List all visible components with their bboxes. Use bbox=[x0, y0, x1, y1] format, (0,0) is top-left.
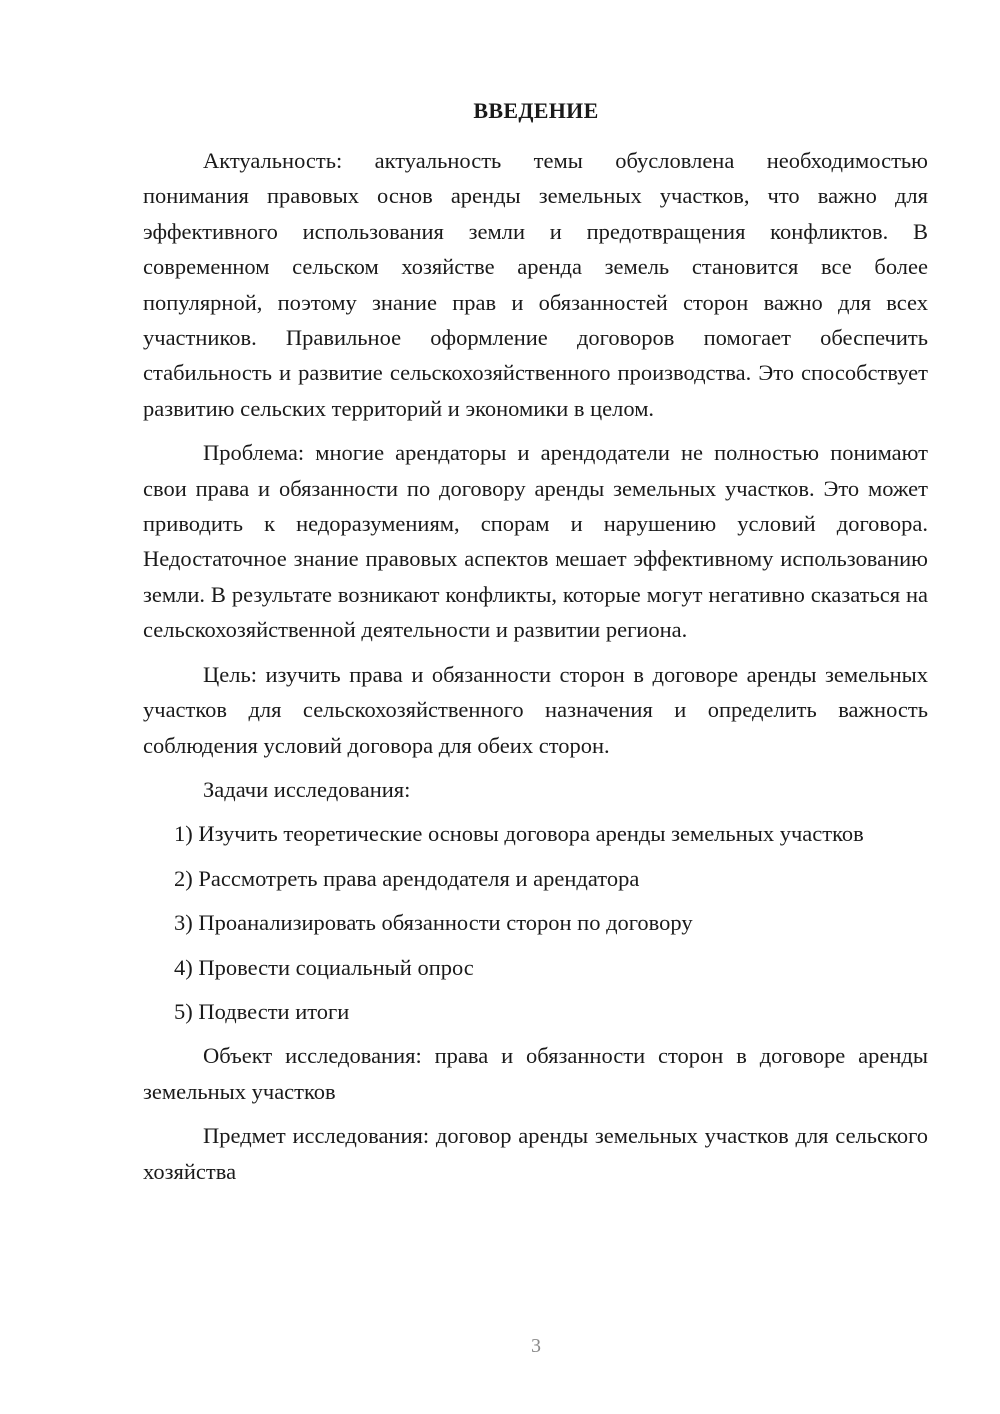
goal-paragraph: Цель: изучить права и обязанности сторон в договоре аренды земельных участков для сельскохозяйственного назначения и определить важность соблюдения условий договора для обеих сторон. bbox=[143, 661, 928, 758]
tasks-heading: Задачи исследования: bbox=[203, 776, 411, 802]
relevance-paragraph: Актуальность: актуальность темы обусловлена необходимостью понимания правовых основ аренды земельных участков, что важно для эффективного использования земли и предотвращения конфликтов. В современном сельском хозяйстве аренда земель становится все более популярной, поэтому знание прав и обязанностей сторон важно для всех участников. Правильное оформление договоров помогает обеспечить стабильность и развитие сельскохозяйственного производства. Это способствует развитию сельских территорий и экономики в целом. bbox=[143, 148, 928, 421]
page-number: 3 bbox=[531, 1335, 541, 1357]
page-title: ВВЕДЕНИЕ bbox=[473, 98, 599, 123]
object-paragraph: Объект исследования: права и обязанности сторон в договоре аренды земельных участков bbox=[143, 1043, 928, 1104]
task-item: 5) Подвести итоги bbox=[174, 998, 350, 1024]
task-item: 4) Провести социальный опрос bbox=[174, 954, 474, 980]
subject-paragraph: Предмет исследования: договор аренды земельных участков для сельского хозяйства bbox=[143, 1123, 928, 1184]
problem-paragraph: Проблема: многие арендаторы и арендодатели не полностью понимают свои права и обязанности по договору аренды земельных участков. Это может приводить к недоразумениям, спорам и нарушению условий договора. Недостаточное знание правовых аспектов мешает эффективному использованию земли. В результате возникают конфликты, которые могут негативно сказаться на сельскохозяйственной деятельности и развитии региона. bbox=[143, 440, 928, 643]
document-body bbox=[143, 143, 928, 1198]
task-item: 1) Изучить теоретические основы договора аренды земельных участков bbox=[174, 821, 864, 847]
task-item: 3) Проанализировать обязанности сторон по договору bbox=[174, 910, 693, 936]
task-item: 2) Рассмотреть права арендодателя и арендатора bbox=[174, 865, 640, 891]
